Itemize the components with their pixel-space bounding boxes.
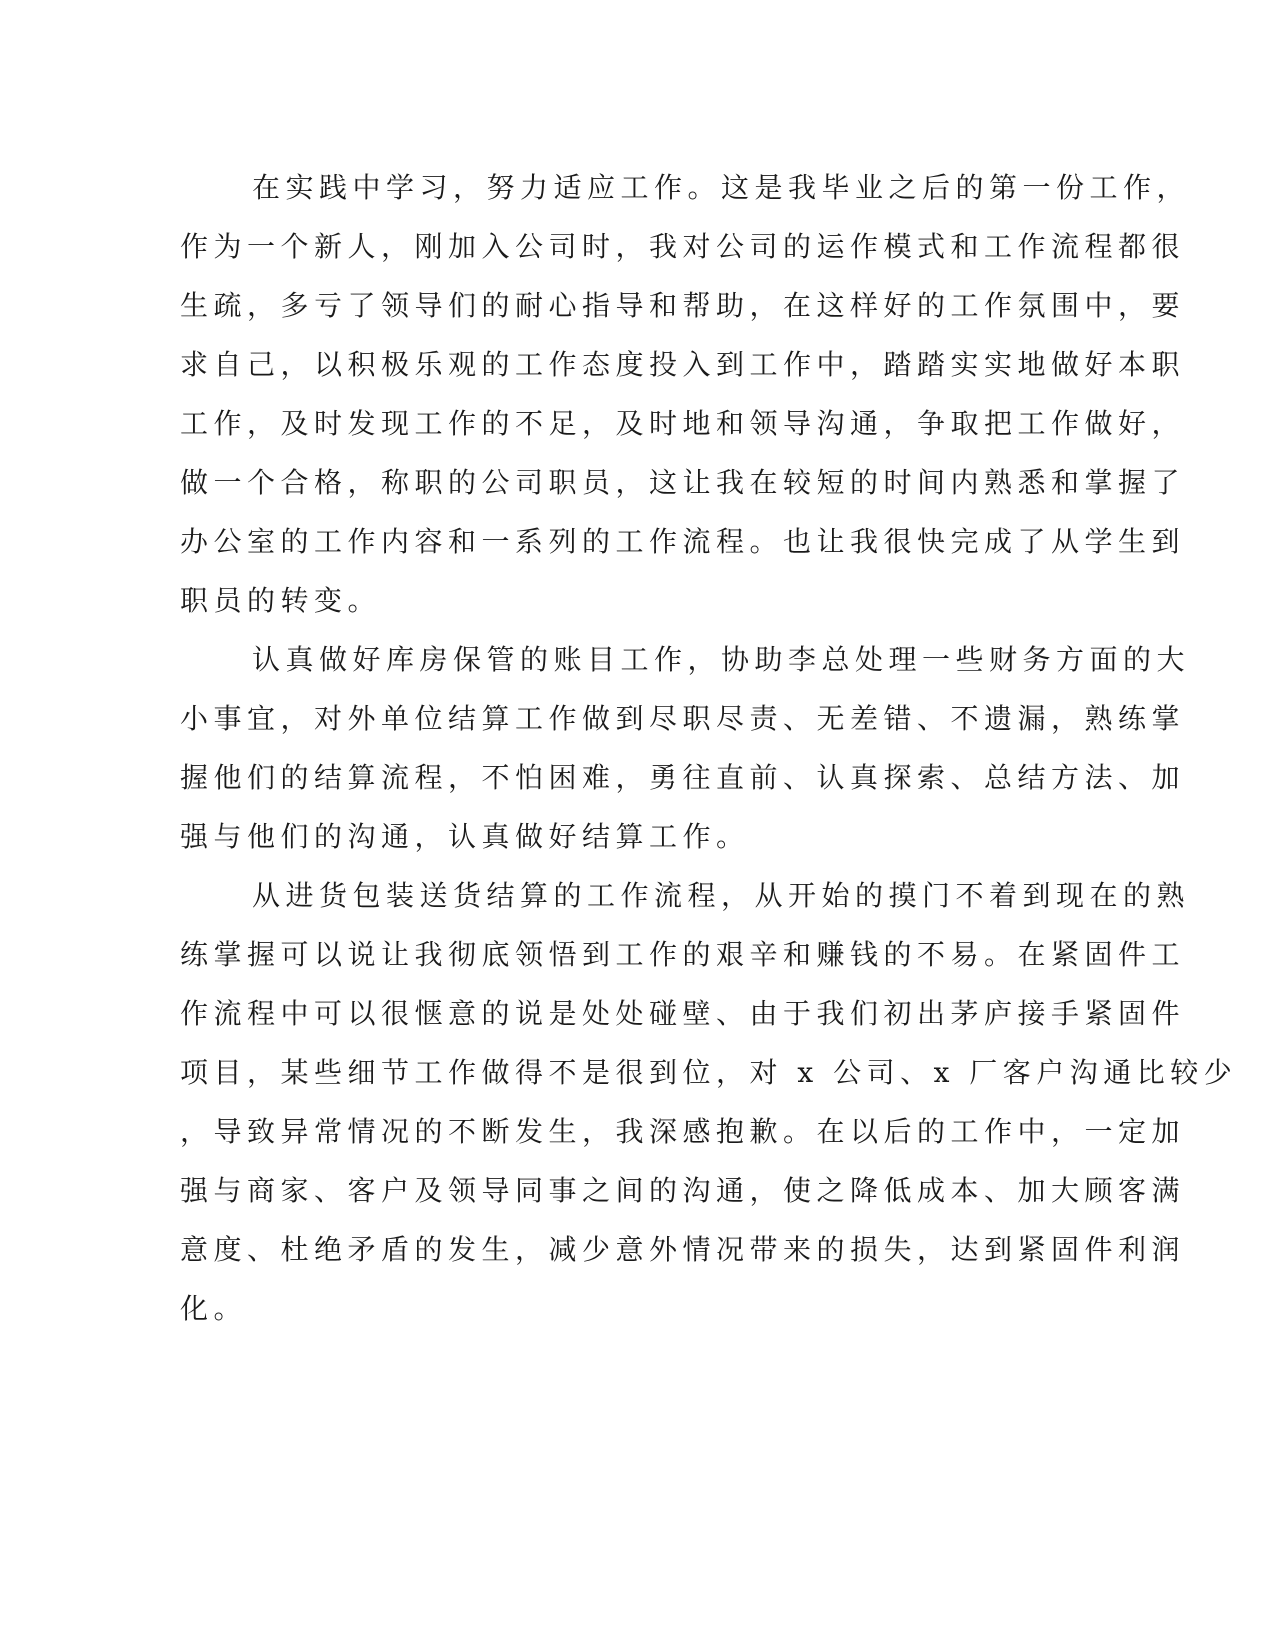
paragraph-line: 强与他们的沟通，认真做好结算工作。: [180, 820, 750, 853]
paragraph-line: 认真做好库房保管的账目工作，协助李总处理一些财务方面的大: [252, 643, 1191, 676]
body-text: [180, 158, 1238, 1338]
paragraph-2: [180, 630, 1191, 866]
paragraph-line: 生疏，多亏了领导们的耐心指导和帮助，在这样好的工作氛围中，要: [180, 289, 1186, 322]
paragraph-line: 在实践中学习，努力适应工作。这是我毕业之后的第一份工作，: [252, 171, 1191, 204]
paragraph-line: 作为一个新人，刚加入公司时，我对公司的运作模式和工作流程都很: [180, 230, 1186, 263]
paragraph-line: 项目，某些细节工作做得不是很到位，对 x 公司、x 厂客户沟通比较少: [180, 1056, 1238, 1089]
paragraph-line: 求自己，以积极乐观的工作态度投入到工作中，踏踏实实地做好本职: [180, 348, 1186, 381]
paragraph-1: [180, 158, 1191, 630]
paragraph-line: 办公室的工作内容和一系列的工作流程。也让我很快完成了从学生到: [180, 525, 1186, 558]
paragraph-line: 意度、杜绝矛盾的发生，减少意外情况带来的损失，达到紧固件利润: [180, 1233, 1186, 1266]
paragraph-line: 职员的转变。: [180, 584, 382, 617]
paragraph-line: 做一个合格，称职的公司职员，这让我在较短的时间内熟悉和掌握了: [180, 466, 1186, 499]
paragraph-line: 握他们的结算流程，不怕困难，勇往直前、认真探索、总结方法、加: [180, 761, 1186, 794]
paragraph-3: [180, 866, 1238, 1338]
paragraph-line: 从进货包装送货结算的工作流程，从开始的摸门不着到现在的熟: [252, 879, 1191, 912]
paragraph-line: 工作，及时发现工作的不足，及时地和领导沟通，争取把工作做好，: [180, 407, 1186, 440]
paragraph-line: 作流程中可以很惬意的说是处处碰壁、由于我们初出茅庐接手紧固件: [180, 997, 1186, 1030]
paragraph-line: 强与商家、客户及领导同事之间的沟通，使之降低成本、加大顾客满: [180, 1174, 1186, 1207]
paragraph-line: 化。: [180, 1292, 248, 1325]
paragraph-line: 小事宜，对外单位结算工作做到尽职尽责、无差错、不遗漏，熟练掌: [180, 702, 1186, 735]
paragraph-line: ，导致异常情况的不断发生，我深感抱歉。在以后的工作中，一定加: [180, 1115, 1186, 1148]
paragraph-line: 练掌握可以说让我彻底领悟到工作的艰辛和赚钱的不易。在紧固件工: [180, 938, 1186, 971]
